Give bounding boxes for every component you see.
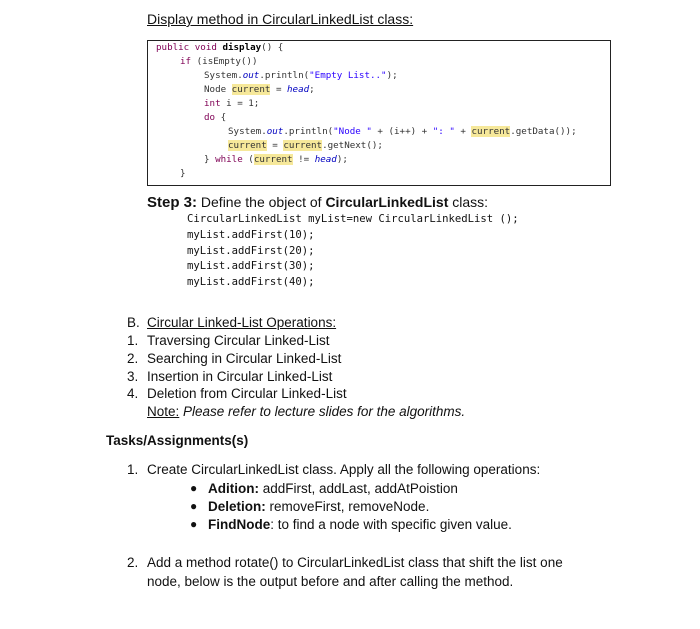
task-num: 1. xyxy=(127,462,139,477)
list-item: Traversing Circular Linked-List xyxy=(147,333,330,348)
code-token: (isEmpty()) xyxy=(196,56,258,67)
list-item-num: 2. xyxy=(127,351,139,366)
code-line-6 xyxy=(204,112,226,124)
list-item: Searching in Circular Linked-List xyxy=(147,351,342,366)
bullet-label: Adition: xyxy=(208,481,259,496)
code-token: while xyxy=(215,154,243,165)
code-token: = xyxy=(270,84,288,95)
bullet-text: addFirst, addLast, addAtPoistion xyxy=(258,481,458,496)
step3-code-line: myList.addFirst(20); xyxy=(187,244,315,257)
code-token: ": " xyxy=(432,126,455,137)
step3-code-line: CircularLinkedList myList=new CircularLinkedList (); xyxy=(187,213,519,225)
code-token: System. xyxy=(204,70,243,81)
step3-label: Step 3: xyxy=(147,194,198,211)
task1-bullet xyxy=(208,498,429,516)
code-token: ( xyxy=(242,154,254,165)
code-token: { xyxy=(215,112,227,123)
code-line-5 xyxy=(204,98,259,110)
code-token: + (i++) + xyxy=(371,126,433,137)
code-line-1 xyxy=(156,42,283,54)
list-item: Insertion in Circular Linked-List xyxy=(147,369,333,384)
bullet-label: Deletion: xyxy=(208,499,266,514)
list-item-num: 4. xyxy=(127,386,139,401)
code-token: if xyxy=(180,56,192,67)
code-token: .getData()); xyxy=(510,126,577,137)
code-token: public xyxy=(156,42,190,53)
step3-code-line: myList.addFirst(30); xyxy=(187,260,315,273)
code-token-highlight: current xyxy=(283,140,323,151)
code-token: ); xyxy=(386,70,398,81)
code-token: = xyxy=(266,140,284,151)
code-line-7 xyxy=(228,126,577,138)
code-token: "Empty List.." xyxy=(309,70,387,81)
note-label: Note: xyxy=(147,404,180,419)
code-token: .println( xyxy=(283,126,334,137)
code-token: display xyxy=(222,42,262,53)
code-token: out xyxy=(266,126,284,137)
section-b-title: Circular Linked-List Operations: xyxy=(147,315,337,330)
code-line-3 xyxy=(204,70,398,82)
section-b-marker: B. xyxy=(127,315,140,330)
note-text: Please refer to lecture slides for the algorithms. xyxy=(179,404,466,419)
task-num: 2. xyxy=(127,555,139,570)
step3-bold: CircularLinkedList xyxy=(325,194,449,210)
code-token-highlight: current xyxy=(228,140,267,151)
code-box xyxy=(147,40,611,186)
bullet-label: FindNode xyxy=(208,517,271,532)
step3-code-line: myList.addFirst(40); xyxy=(187,276,315,289)
step3-code-line: myList.addFirst(10); xyxy=(187,228,315,241)
code-token: int xyxy=(204,98,221,109)
code-token: out xyxy=(242,70,260,81)
code-token: ; xyxy=(309,84,315,95)
step3-tail: class: xyxy=(448,194,489,210)
code-token-highlight: current xyxy=(253,154,293,165)
step3-heading xyxy=(147,193,488,212)
code-token: head xyxy=(287,84,310,95)
task2-line: Add a method rotate() to CircularLinkedList class that shift the list one xyxy=(147,555,563,570)
bullet-text: : to find a node with specific given value. xyxy=(270,517,512,532)
task2-line: node, below is the output before and after calling the method. xyxy=(147,574,514,589)
list-item-num: 1. xyxy=(127,333,139,348)
task1-text: Create CircularLinkedList class. Apply all the following operations: xyxy=(147,462,541,477)
code-line-10: } xyxy=(180,168,186,179)
code-token: Node xyxy=(204,84,232,95)
code-token: } xyxy=(204,154,216,165)
code-token: i = 1; xyxy=(220,98,260,109)
code-line-8 xyxy=(228,140,383,152)
code-token: != xyxy=(292,154,315,165)
code-token: do xyxy=(204,112,216,123)
section-title: Display method in CircularLinkedList class: xyxy=(147,11,414,27)
code-token: System. xyxy=(228,126,267,137)
bullet-text: removeFirst, removeNode. xyxy=(265,499,430,514)
task1-bullet xyxy=(208,480,458,498)
code-token-highlight: current xyxy=(231,84,271,95)
code-token: () { xyxy=(261,42,284,53)
step3-text: Define the object of xyxy=(197,194,326,210)
code-token: "Node " xyxy=(333,126,372,137)
code-token: head xyxy=(314,154,337,165)
code-line-9 xyxy=(204,154,348,166)
bullet-icon: ● xyxy=(190,481,198,495)
bullet-icon: ● xyxy=(190,517,198,531)
code-line-4 xyxy=(204,84,315,96)
code-token: .println( xyxy=(259,70,310,81)
code-line-2 xyxy=(180,56,257,68)
code-token: .getNext(); xyxy=(322,140,383,151)
note xyxy=(147,403,465,421)
list-item: Deletion from Circular Linked-List xyxy=(147,386,347,401)
step3-code-block xyxy=(187,212,519,291)
code-token-highlight: current xyxy=(471,126,511,137)
tasks-heading: Tasks/Assignments(s) xyxy=(106,433,249,448)
task1-bullet xyxy=(208,516,512,534)
list-item-num: 3. xyxy=(127,369,139,384)
code-token: void xyxy=(194,42,217,53)
code-token: ); xyxy=(336,154,348,165)
code-token: + xyxy=(454,126,472,137)
bullet-icon: ● xyxy=(190,499,198,513)
